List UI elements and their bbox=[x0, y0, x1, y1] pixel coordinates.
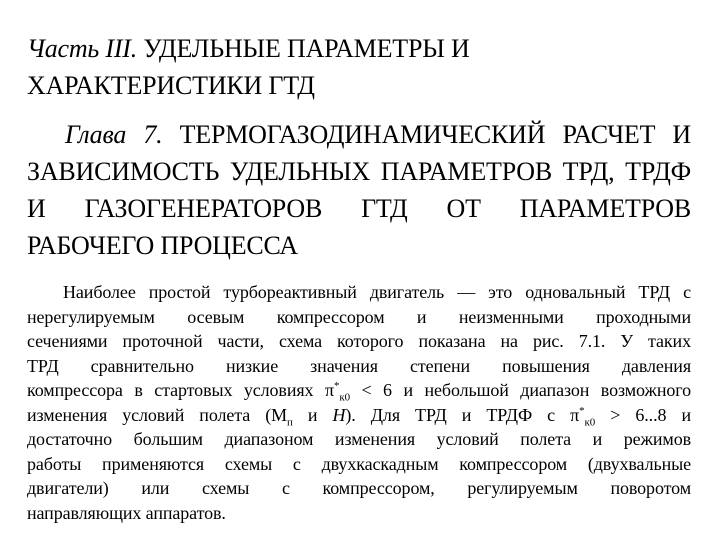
paragraph-line: ТРД сравнительно низкие значения степени повышения давления bbox=[27, 355, 691, 376]
paragraph-line: работы применяются схемы с двухкаскадным компрессором (двухвальные bbox=[27, 453, 691, 474]
chapter-heading bbox=[27, 116, 691, 264]
paragraph-line: нерегулируемым осевым компрессором и неизменными проходными bbox=[27, 306, 691, 327]
part-label: Часть III. bbox=[27, 34, 138, 63]
paragraph-line: направляющих аппаратов. bbox=[27, 502, 226, 523]
part-title-line2: ХАРАКТЕРИСТИКИ ГТД bbox=[27, 71, 315, 100]
paragraph-line: Наиболее простой турбореактивный двигатель — это одновальный ТРД с bbox=[63, 282, 691, 302]
paragraph-line: сечениями проточной части, схема которого показана на рис. 7.1. У таких bbox=[27, 331, 691, 351]
paragraph-line: достаточно большим диапазоном изменения условий полета и режимов bbox=[27, 429, 691, 449]
body-paragraph bbox=[27, 280, 691, 525]
paragraph-line: двигатели) или схемы с компрессором, регулируемым поворотом bbox=[27, 478, 691, 498]
part-heading bbox=[27, 30, 691, 104]
paragraph-line-formula: изменения условий полета ($М_п$ и Н). Для ТРД и ТРДФ с $\pi^*_{к0} > 6...8$ и bbox=[27, 404, 691, 429]
paragraph-line-formula: компрессора в стартовых условиях $\pi^*_{к0} < 6$ и небольшой диапазон возможного bbox=[27, 380, 691, 404]
part-title-line1: УДЕЛЬНЫЕ ПАРАМЕТРЫ И bbox=[137, 34, 470, 63]
chapter-title: ТЕРМОГАЗОДИНАМИЧЕСКИЙ РАСЧЕТ И ЗАВИСИМОСТЬ УДЕЛЬНЫХ ПАРАМЕТРОВ ТРД, ТРДФ И ГАЗОГЕНЕРАТОРОВ ГТД ОТ ПАРАМЕТРОВ РАБОЧЕГО ПРОЦЕССА bbox=[27, 120, 691, 260]
chapter-label: Глава 7. bbox=[65, 120, 163, 149]
document-page bbox=[27, 30, 691, 525]
